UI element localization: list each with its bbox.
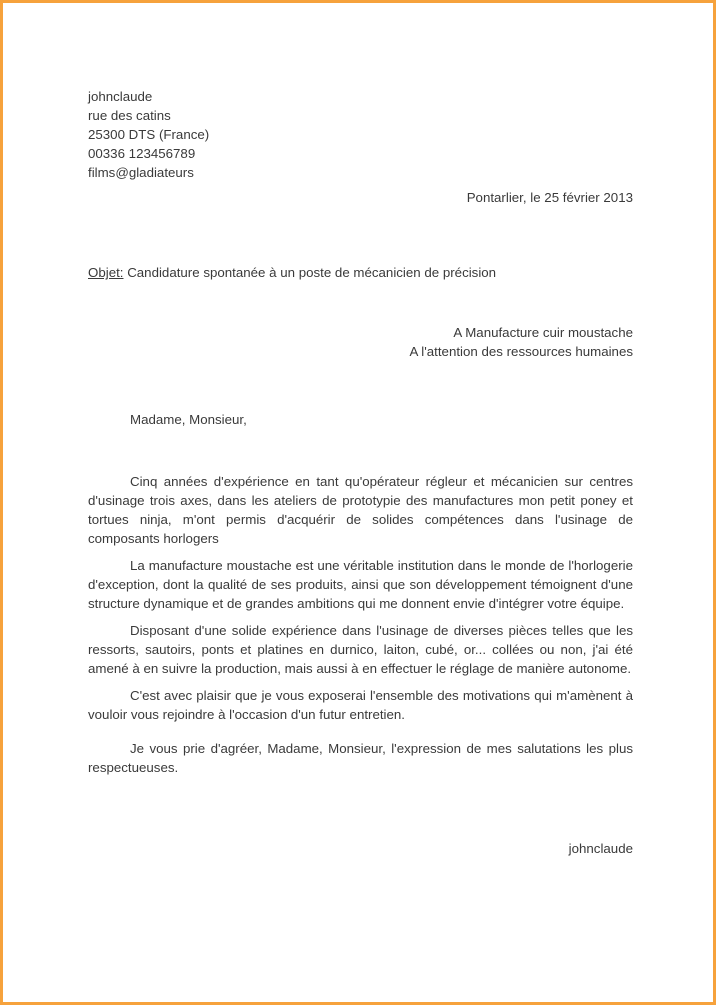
recipient-block bbox=[88, 323, 633, 361]
subject-line bbox=[88, 263, 633, 282]
subject-label: Objet: bbox=[88, 265, 124, 280]
sender-name: johnclaude bbox=[88, 89, 153, 104]
sender-street: rue des catins bbox=[88, 108, 171, 123]
date-line: Pontarlier, le 25 février 2013 bbox=[466, 190, 633, 205]
paragraph-skills: Disposant d'une solide expérience dans l'usinage de diverses pièces telles que les ressorts, sautoirs, ponts et platines en durnico, laiton, cubé, or... collées ou non, j'ai été amené à en suivre la production, mais aussi à en effectuer le réglage de manière autonome. bbox=[88, 623, 633, 676]
sender-block bbox=[88, 87, 633, 182]
paragraph-closing: Je vous prie d'agréer, Madame, Monsieur, l'expression de mes salutations les plus respectueuses. bbox=[88, 741, 633, 775]
signature: johnclaude bbox=[568, 841, 633, 856]
recipient-attention: A l'attention des ressources humaines bbox=[409, 344, 633, 359]
recipient-company: A Manufacture cuir moustache bbox=[453, 325, 633, 340]
paragraph-motivation: C'est avec plaisir que je vous exposerai l'ensemble des motivations qui m'amènent à vouloir vous rejoindre à l'occasion d'un futur entretien. bbox=[88, 688, 633, 722]
subject-text: Candidature spontanée à un poste de mécanicien de précision bbox=[127, 265, 497, 280]
sender-phone: 00336 123456789 bbox=[88, 146, 196, 161]
salutation: Madame, Monsieur, bbox=[130, 412, 247, 427]
sender-city: 25300 DTS (France) bbox=[88, 127, 210, 142]
paragraph-experience: Cinq années d'expérience en tant qu'opérateur régleur et mécanicien sur centres d'usinage trois axes, dans les ateliers de prototypie des manufactures mon petit poney et tortues ninja, m'ont permis d'acquérir de solides compétences dans l'usinage de composants horlogers bbox=[88, 474, 633, 546]
paragraph-company: La manufacture moustache est une véritable institution dans le monde de l'horlogerie d'exception, dont la qualité de ses produits, ainsi que son développement témoignent d'une structure dynamique et de grandes ambitions qui me donnent envie d'intégrer votre équipe. bbox=[88, 558, 633, 611]
sender-email: films@gladiateurs bbox=[88, 165, 194, 180]
